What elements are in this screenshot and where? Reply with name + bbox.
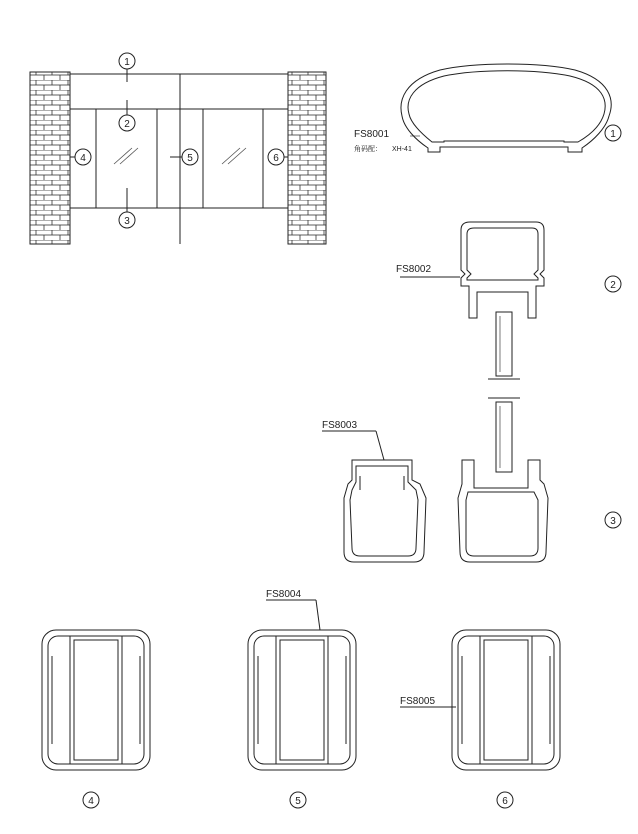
profile-fs8001 bbox=[354, 64, 621, 153]
svg-text:2: 2 bbox=[610, 280, 616, 291]
fs8001-note-value: XH-41 bbox=[392, 146, 412, 153]
glass-hatch-right bbox=[222, 148, 246, 164]
elevation-marker-1 bbox=[119, 53, 135, 69]
section-marker-1 bbox=[605, 125, 621, 141]
elevation-marker-6 bbox=[268, 149, 284, 165]
elevation-marker-5 bbox=[182, 149, 198, 165]
profile-fs8003 bbox=[322, 420, 426, 562]
section-marker-4 bbox=[83, 792, 99, 808]
section-marker-2 bbox=[605, 276, 621, 292]
svg-text:6: 6 bbox=[502, 796, 508, 807]
profile-fs8002 bbox=[396, 222, 621, 318]
door-elevation bbox=[30, 53, 326, 244]
fs8001-code: FS8001 bbox=[354, 129, 390, 140]
svg-text:3: 3 bbox=[610, 516, 616, 527]
fs8001-note-label: 角码配： bbox=[354, 146, 382, 153]
svg-text:6: 6 bbox=[273, 153, 279, 164]
glass-pane bbox=[488, 312, 520, 472]
svg-text:4: 4 bbox=[80, 153, 86, 164]
svg-text:1: 1 bbox=[124, 57, 130, 68]
elevation-marker-3 bbox=[119, 212, 135, 228]
stile-section-4 bbox=[42, 630, 150, 808]
fs8002-code: FS8002 bbox=[396, 264, 432, 275]
svg-text:5: 5 bbox=[187, 153, 193, 164]
section-marker-3 bbox=[605, 512, 621, 528]
bottom-rail-with-glass bbox=[458, 460, 621, 562]
stile-section-5 bbox=[248, 589, 356, 808]
svg-text:4: 4 bbox=[88, 796, 94, 807]
glass-hatch-left bbox=[114, 148, 138, 164]
door-frame bbox=[70, 74, 288, 208]
elevation-marker-2 bbox=[119, 115, 135, 131]
svg-text:2: 2 bbox=[124, 119, 130, 130]
stile-section-6 bbox=[400, 630, 560, 808]
svg-text:5: 5 bbox=[295, 796, 301, 807]
brick-wall-left bbox=[30, 72, 70, 244]
fs8004-code: FS8004 bbox=[266, 589, 302, 600]
fs8003-code: FS8003 bbox=[322, 420, 358, 431]
svg-text:3: 3 bbox=[124, 216, 130, 227]
fs8005-code: FS8005 bbox=[400, 696, 436, 707]
section-marker-5 bbox=[290, 792, 306, 808]
brick-wall-right bbox=[288, 72, 326, 244]
section-marker-6 bbox=[497, 792, 513, 808]
svg-text:1: 1 bbox=[610, 129, 616, 140]
elevation-marker-4 bbox=[75, 149, 91, 165]
